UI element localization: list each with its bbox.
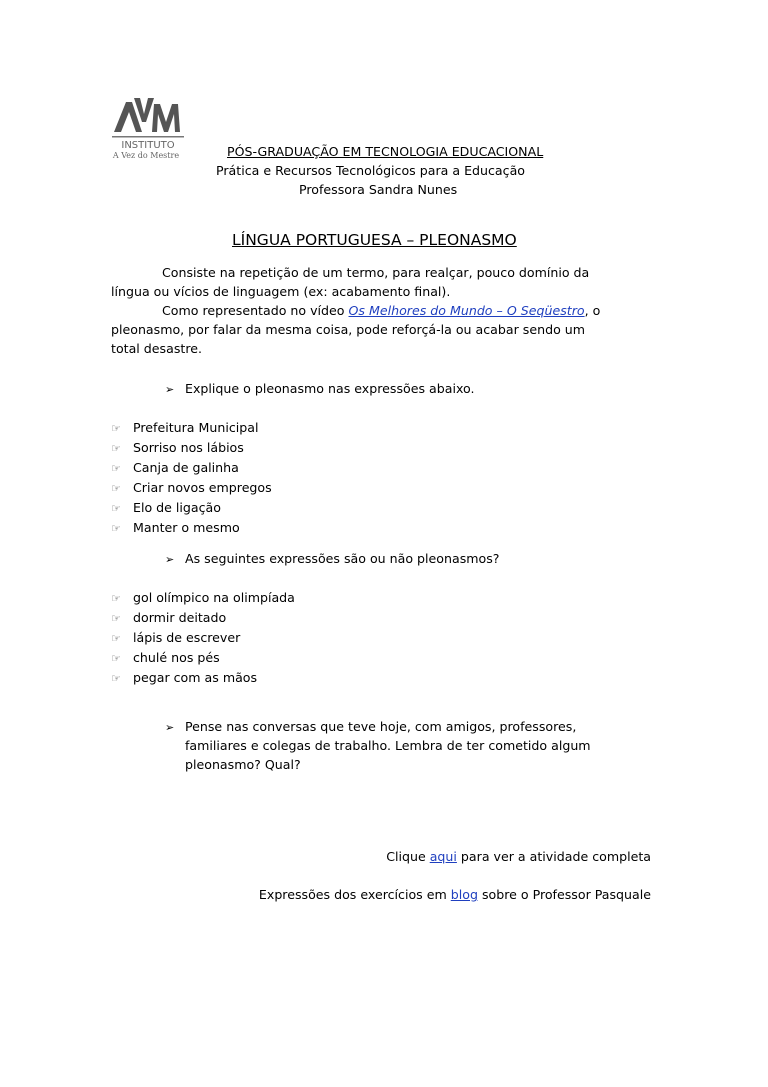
list-item-text: Canja de galinha xyxy=(133,460,239,475)
intro-line: total desastre. xyxy=(111,341,202,356)
list-item-text: Sorriso nos lábios xyxy=(133,440,244,455)
pointing-hand-icon: ☞ xyxy=(111,442,121,455)
video-link[interactable]: Os Melhores do Mundo – O Seqüestro xyxy=(348,303,585,318)
activity-link-line xyxy=(386,848,651,866)
svg-text:INSTITUTO: INSTITUTO xyxy=(121,140,175,151)
list-item-text: pegar com as mãos xyxy=(133,670,258,685)
list-item xyxy=(111,478,272,498)
task1-text: Explique o pleonasmo nas expressões abaixo. xyxy=(185,381,475,396)
task2-text: As seguintes expressões são ou não pleonasmos? xyxy=(185,551,500,566)
list-item-text: Prefeitura Municipal xyxy=(133,420,259,435)
footer-text: Clique xyxy=(386,849,430,864)
list-item xyxy=(111,518,272,538)
list-item xyxy=(111,498,272,518)
course-heading: Prática e Recursos Tecnológicos para a Educação xyxy=(216,163,526,178)
page-title: LÍNGUA PORTUGUESA – PLEONASMO xyxy=(232,231,517,249)
svg-text:A Vez do Mestre: A Vez do Mestre xyxy=(112,151,180,160)
blog-link-line xyxy=(259,886,651,904)
list-item xyxy=(111,438,272,458)
list-item-text: Manter o mesmo xyxy=(133,520,240,535)
intro-line xyxy=(162,302,600,320)
pointing-hand-icon: ☞ xyxy=(111,592,121,605)
intro-line: língua ou vícios de linguagem (ex: acabamento final). xyxy=(111,284,451,299)
list-item-text: Criar novos empregos xyxy=(133,480,272,495)
list-item-text: gol olímpico na olimpíada xyxy=(133,590,295,605)
list-item xyxy=(111,668,295,688)
task3-text: familiares e colegas de trabalho. Lembra de ter cometido algum xyxy=(185,738,591,753)
task2-prompt xyxy=(165,550,499,569)
task1-prompt xyxy=(165,380,475,399)
list-item xyxy=(111,648,295,668)
avm-logo-icon xyxy=(108,94,192,160)
intro-text: Como representado no vídeo xyxy=(162,303,349,318)
program-heading: PÓS-GRADUAÇÃO EM TECNOLOGIA EDUCACIONAL xyxy=(227,144,544,159)
blog-link[interactable]: blog xyxy=(450,887,478,902)
list-item xyxy=(111,608,295,628)
list-item xyxy=(111,628,295,648)
pointing-hand-icon: ☞ xyxy=(111,522,121,535)
intro-line: Consiste na repetição de um termo, para realçar, pouco domínio da xyxy=(162,265,590,280)
avm-logo xyxy=(108,94,192,160)
teacher-heading: Professora Sandra Nunes xyxy=(299,182,458,197)
aqui-link[interactable]: aqui xyxy=(429,849,457,864)
arrow-bullet-icon: ➢ xyxy=(165,553,175,566)
arrow-bullet-icon: ➢ xyxy=(165,383,175,396)
intro-text: , o xyxy=(584,303,601,318)
list-item-text: dormir deitado xyxy=(133,610,227,625)
intro-line: pleonasmo, por falar da mesma coisa, pode reforçá-la ou acabar sendo um xyxy=(111,322,586,337)
footer-text: sobre o Professor Pasquale xyxy=(477,887,651,902)
pointing-hand-icon: ☞ xyxy=(111,502,121,515)
footer-text: para ver a atividade completa xyxy=(456,849,651,864)
list-item-text: chulé nos pés xyxy=(133,650,220,665)
pointing-hand-icon: ☞ xyxy=(111,462,121,475)
arrow-bullet-icon: ➢ xyxy=(165,721,175,734)
list-item xyxy=(111,588,295,608)
pointing-hand-icon: ☞ xyxy=(111,612,121,625)
task3-text: pleonasmo? Qual? xyxy=(185,757,301,772)
task3-prompt xyxy=(165,718,576,737)
pointing-hand-icon: ☞ xyxy=(111,672,121,685)
pointing-hand-icon: ☞ xyxy=(111,422,121,435)
footer-text: Expressões dos exercícios em xyxy=(258,887,451,902)
list-item-text: lápis de escrever xyxy=(133,630,241,645)
pointing-hand-icon: ☞ xyxy=(111,482,121,495)
list-item-text: Elo de ligação xyxy=(133,500,221,515)
list-item xyxy=(111,458,272,478)
list-item xyxy=(111,418,272,438)
pointing-hand-icon: ☞ xyxy=(111,632,121,645)
pointing-hand-icon: ☞ xyxy=(111,652,121,665)
task3-text: Pense nas conversas que teve hoje, com amigos, professores, xyxy=(185,719,577,734)
